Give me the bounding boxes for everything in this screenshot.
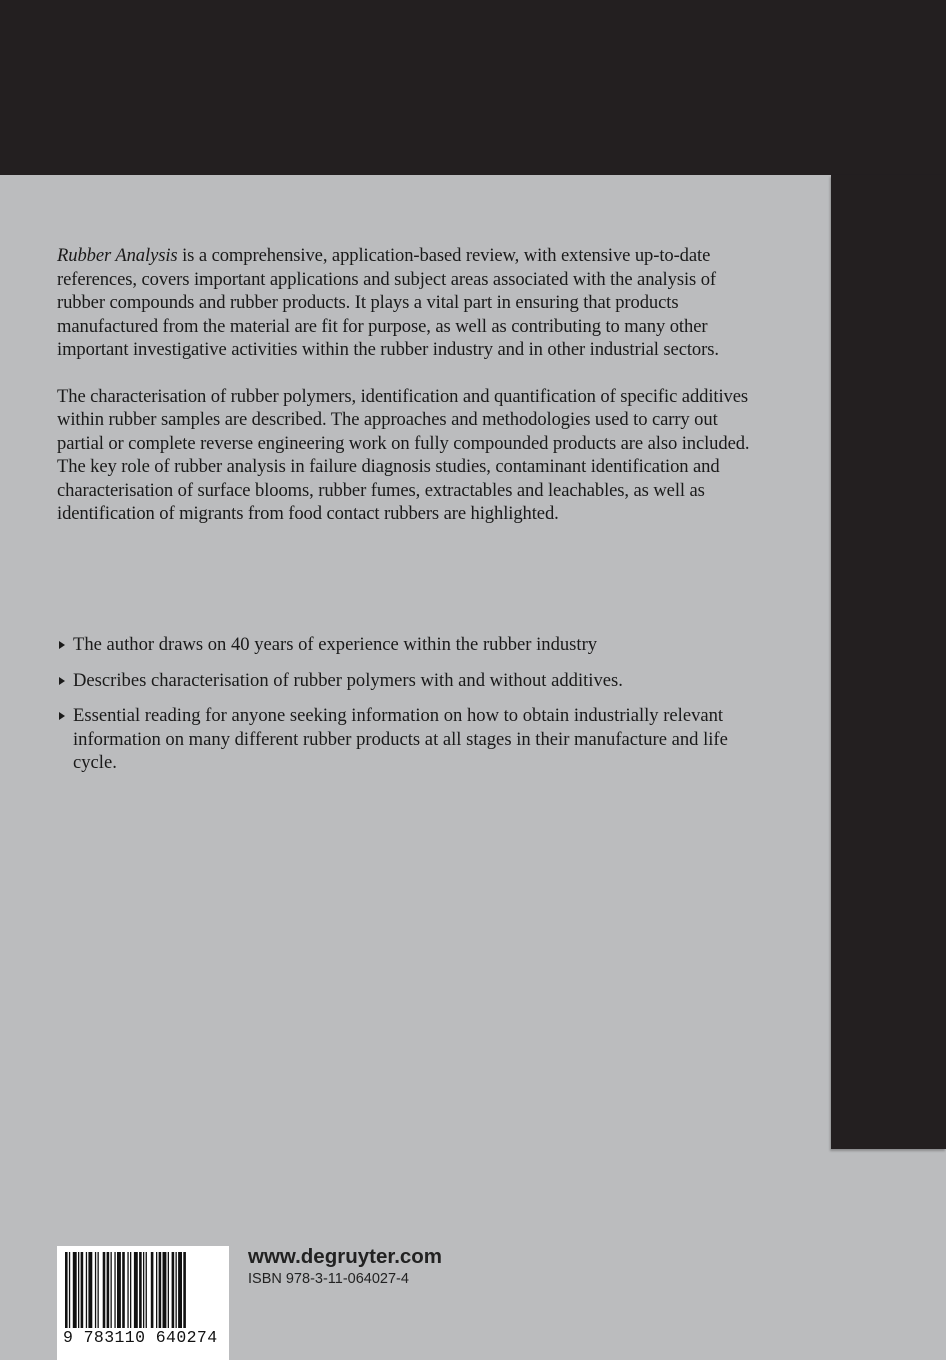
barcode (57, 1246, 229, 1360)
highlight-item (57, 669, 757, 693)
highlight-text: The author draws on 40 years of experience within the rubber industry (73, 634, 598, 655)
right-dark-band (831, 175, 946, 1149)
bullet-triangle-icon (59, 641, 65, 649)
description-paragraph-3: The key role of rubber analysis in failure diagnosis studies, contaminant identification and characterisation of surface blooms, rubber fumes, extractables and leachables, as well as identification of migrants from food contact rubbers are highlighted. (57, 456, 720, 524)
description-paragraph-2: The characterisation of rubber polymers, identification and quantification of specific additives within rubber samples are described. The approaches and methodologies used to carry out partial or complete reverse engineering work on fully compounded products are also included. (57, 385, 750, 454)
publisher-url: www.degruyter.com (248, 1245, 443, 1268)
highlight-text: Describes characterisation of rubber polymers with and without additives. (73, 669, 623, 691)
top-dark-band (0, 0, 946, 175)
highlight-item (57, 633, 757, 657)
highlight-text: Essential reading for anyone seeking information on how to obtain industrially relevant information on many different rubber products at all stages in their manufacture and life cycle. (73, 705, 728, 773)
bullet-triangle-icon (59, 677, 65, 685)
book-title: Rubber Analysis (57, 245, 178, 266)
highlights-list (57, 633, 757, 787)
highlight-item (57, 704, 757, 775)
barcode-bars-icon (65, 1252, 221, 1328)
isbn-number: ISBN 978-3-11-064027-4 (248, 1271, 409, 1287)
barcode-digits: 9 783110 640274 (63, 1328, 218, 1347)
bullet-triangle-icon (59, 712, 65, 720)
description-block (57, 244, 757, 526)
description-paragraph-1 (57, 244, 757, 362)
paragraph-1-text: is a comprehensive, application-based review, with extensive up-to-date references, covers important applications and subject areas associated with the analysis of rubber compounds and rubber products. It plays a vital part in ensuring that products manufactured from the material are fit for purpose, as well as contributing to many other important investigative activities within the rubber industry and in other industrial sectors. (57, 245, 719, 360)
